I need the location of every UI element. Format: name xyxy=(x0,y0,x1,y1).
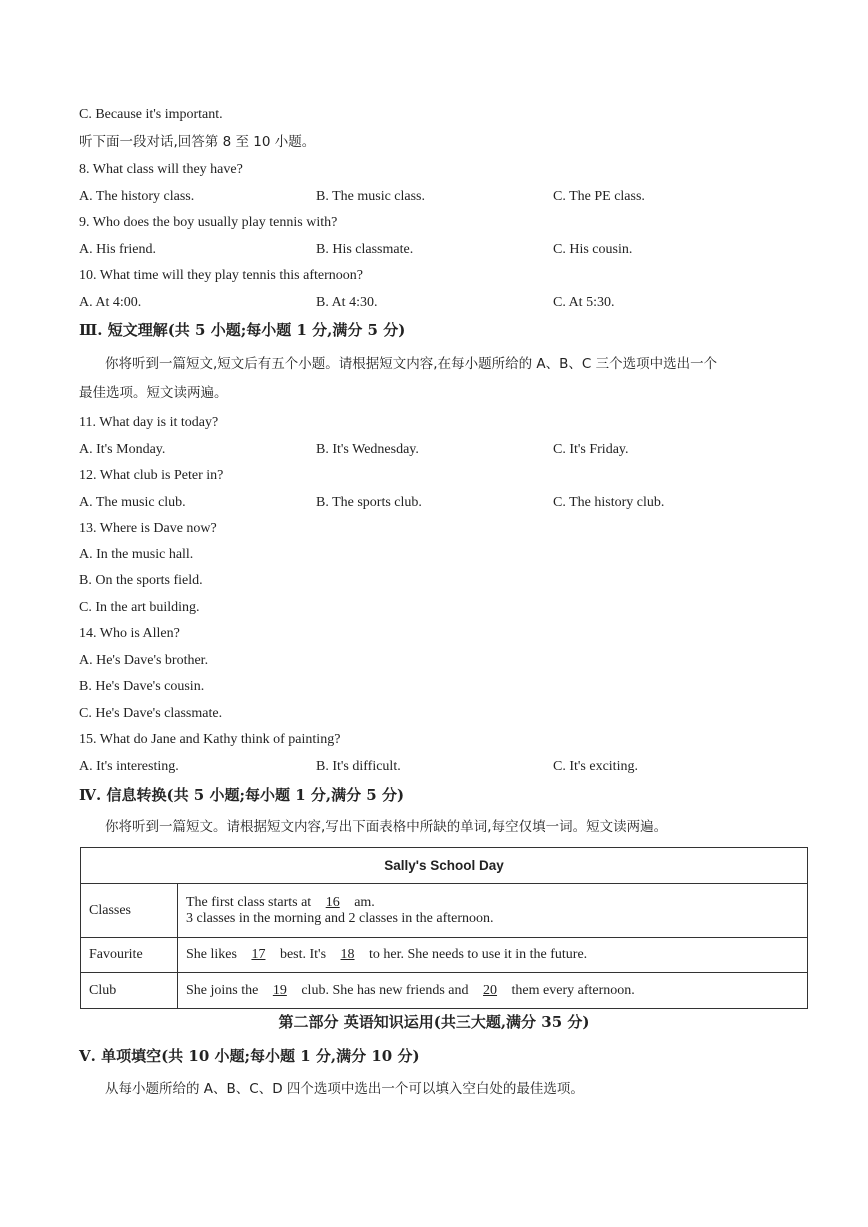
row-label: Favourite xyxy=(81,938,178,973)
option-13b: B. On the sports field. xyxy=(79,573,203,588)
section-4-heading: Ⅳ. 信息转换(共 5 小题;每小题 1 分,满分 5 分) xyxy=(79,786,405,804)
options-8 xyxy=(79,188,799,206)
option-c: C. The history club. xyxy=(553,495,665,510)
row-content: She likes 17 best. It's 18 to her. She needs to use it in the future. xyxy=(178,938,808,973)
dialog-intro: 听下面一段对话,回答第 8 至 10 小题。 xyxy=(79,134,316,150)
table-row xyxy=(81,884,808,938)
option-c: C. It's exciting. xyxy=(553,759,638,774)
option-13a: A. In the music hall. xyxy=(79,547,194,562)
option-b: B. The music class. xyxy=(316,189,426,204)
options-11 xyxy=(79,441,799,459)
options-10 xyxy=(79,294,799,312)
option-13c: C. In the art building. xyxy=(79,600,200,615)
question-11: 11. What day is it today? xyxy=(79,415,219,430)
option-b: B. His classmate. xyxy=(316,242,414,257)
question-13: 13. Where is Dave now? xyxy=(79,521,217,536)
option-14c: C. He's Dave's classmate. xyxy=(79,706,223,721)
section-5-instruction: 从每小题所给的 A、B、C、D 四个选项中选出一个可以填入空白处的最佳选项。 xyxy=(105,1081,584,1097)
row-label: Club xyxy=(81,973,178,1009)
part-2-heading: 第二部分 英语知识运用(共三大题,满分 35 分) xyxy=(278,1013,590,1031)
section-3-heading: Ⅲ. 短文理解(共 5 小题;每小题 1 分,满分 5 分) xyxy=(79,321,406,339)
option-b: B. It's Wednesday. xyxy=(316,442,419,457)
option-a: A. At 4:00. xyxy=(79,295,142,310)
top-line: C. Because it's important. xyxy=(79,107,223,122)
question-12: 12. What club is Peter in? xyxy=(79,468,224,483)
section-3-instruction-cont: 最佳选项。短文读两遍。 xyxy=(79,385,228,401)
option-14a: A. He's Dave's brother. xyxy=(79,653,209,668)
section-5-heading: Ⅴ. 单项填空(共 10 小题;每小题 1 分,满分 10 分) xyxy=(79,1047,420,1065)
row-content: The first class starts at 16 am. 3 classes in the morning and 2 classes in the afternoon. xyxy=(178,884,808,938)
option-a: A. It's interesting. xyxy=(79,759,179,774)
section-3-instruction: 你将听到一篇短文,短文后有五个小题。请根据短文内容,在每小题所给的 A、B、C 三个选项中选出一个 xyxy=(105,356,718,372)
option-b: B. The sports club. xyxy=(316,495,422,510)
table-title: Sally's School Day xyxy=(81,848,808,884)
options-15 xyxy=(79,758,799,776)
question-15: 15. What do Jane and Kathy think of painting? xyxy=(79,732,341,747)
option-a: A. It's Monday. xyxy=(79,442,166,457)
option-a: A. The history class. xyxy=(79,189,195,204)
table-row xyxy=(81,938,808,973)
option-14b: B. He's Dave's cousin. xyxy=(79,679,205,694)
question-8: 8. What class will they have? xyxy=(79,162,243,177)
blank-17[interactable]: 17 xyxy=(251,947,266,962)
info-table xyxy=(80,847,808,1009)
option-a: A. The music club. xyxy=(79,495,186,510)
row-content: She joins the 19 club. She has new friends and 20 them every afternoon. xyxy=(178,973,808,1009)
table-row xyxy=(81,973,808,1009)
option-c: C. At 5:30. xyxy=(553,295,615,310)
blank-19[interactable]: 19 xyxy=(272,982,287,998)
options-9 xyxy=(79,241,799,259)
option-b: B. It's difficult. xyxy=(316,759,401,774)
option-c: C. It's Friday. xyxy=(553,442,629,457)
question-10: 10. What time will they play tennis this afternoon? xyxy=(79,268,363,283)
blank-16[interactable]: 16 xyxy=(325,894,340,910)
options-12 xyxy=(79,494,799,512)
blank-20[interactable]: 20 xyxy=(483,982,498,998)
option-b: B. At 4:30. xyxy=(316,295,378,310)
option-c: C. The PE class. xyxy=(553,189,645,204)
row-label: Classes xyxy=(81,884,178,938)
option-a: A. His friend. xyxy=(79,242,156,257)
section-4-instruction: 你将听到一篇短文。请根据短文内容,写出下面表格中所缺的单词,每空仅填一词。短文读两遍。 xyxy=(105,819,668,835)
question-9: 9. Who does the boy usually play tennis with? xyxy=(79,215,338,230)
question-14: 14. Who is Allen? xyxy=(79,626,180,641)
blank-18[interactable]: 18 xyxy=(340,947,355,962)
option-c: C. His cousin. xyxy=(553,242,633,257)
